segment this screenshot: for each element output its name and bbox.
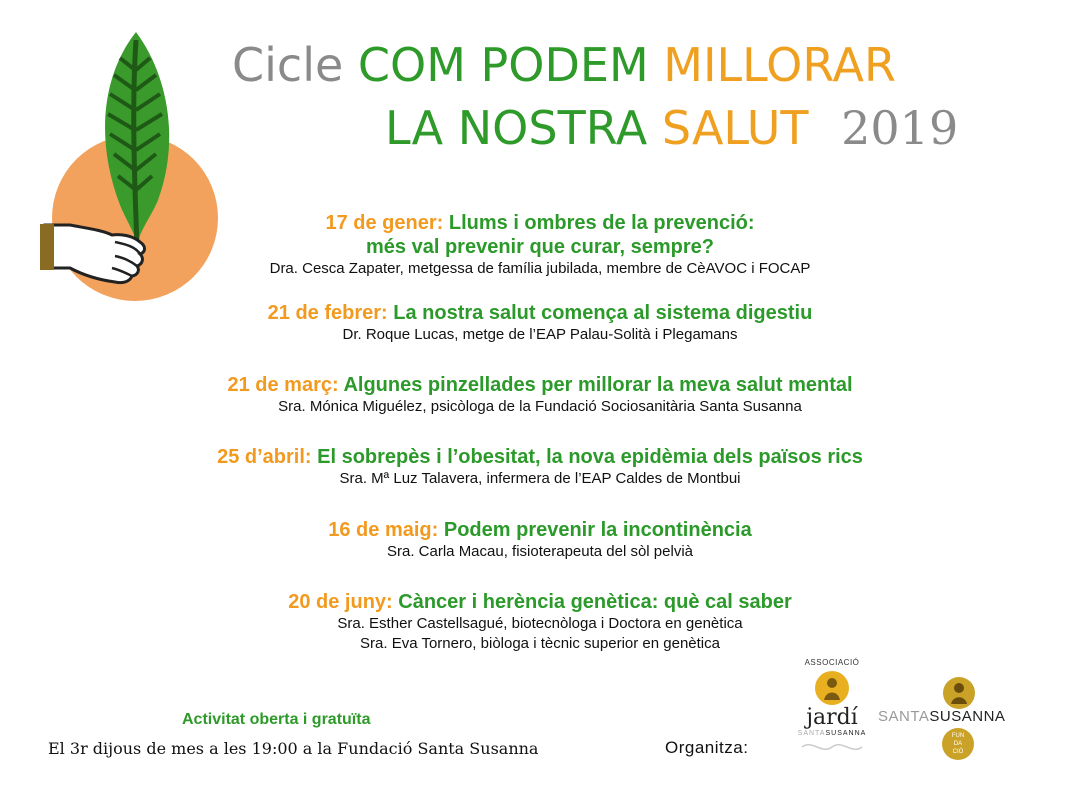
event-speaker: Sra. Mónica Miguélez, psicòloga de la Fundació Sociosanitària Santa Susanna: [278, 398, 802, 415]
event-date: 20 de juny:: [288, 591, 393, 613]
title-millorar: MILLORAR: [663, 38, 896, 92]
saint-medallion-icon: [942, 676, 976, 710]
title-cicle: Cicle: [232, 38, 344, 92]
event-speaker: Sra. Esther Castellsagué, biotecnòloga i Doctora en genètica: [337, 615, 743, 632]
title-year: 2019: [841, 101, 959, 155]
fundacio-badge-icon: [942, 728, 974, 760]
event-2: [140, 301, 940, 345]
fundacio-line: CIÓ: [952, 749, 964, 755]
event-speaker: Sra. Carla Macau, fisioterapeuta del sòl pelvià: [387, 543, 693, 560]
saint-medallion-icon: [814, 670, 850, 706]
event-speaker: Sra. Eva Tornero, biòloga i tècnic superior en genètica: [360, 635, 720, 652]
event-date: 21 de febrer:: [267, 302, 388, 324]
event-date: 16 de maig:: [328, 519, 439, 541]
event-1: [140, 211, 940, 279]
title-salut: SALUT: [661, 101, 809, 155]
open-activity-note: Activitat oberta i gratuïta: [182, 711, 371, 728]
jardi-wordmark: jardí: [806, 705, 858, 730]
event-topic: Llums i ombres de la prevenció:: [448, 212, 755, 234]
event-topic: Algunes pinzellades per millorar la meva salut mental: [343, 374, 853, 396]
organizer-label: Organitza:: [665, 738, 749, 757]
event-6: [140, 590, 940, 654]
event-4: [140, 445, 940, 489]
event-date: 25 d’abril:: [217, 446, 312, 468]
jardi-sub-santa: SANTA: [797, 730, 826, 737]
wordmark-susanna: SUSANNA: [929, 708, 1006, 725]
event-topic: La nostra salut comença al sistema digestiu: [393, 302, 813, 324]
event-3: [140, 373, 940, 417]
event-speaker: Dra. Cesca Zapater, metgessa de família jubilada, membre de CèAVOC i FOCAP: [269, 260, 811, 277]
ornament-icon: [797, 739, 867, 755]
event-speaker: Sra. Mª Luz Talavera, infermera de l’EAP Caldes de Montbui: [339, 470, 741, 487]
wordmark-santa: SANTA: [878, 708, 930, 725]
santa-susanna-wordmark: [878, 708, 1005, 725]
fundacio-line: DA: [953, 741, 963, 747]
event-topic: Càncer i herència genètica: què cal saber: [398, 591, 792, 613]
event-topic: El sobrepès i l’obesitat, la nova epidèmia dels països rics: [317, 446, 863, 468]
event-date: 17 de gener:: [325, 212, 444, 234]
event-date: 21 de març:: [227, 374, 339, 396]
fundacio-line: FUN: [951, 733, 965, 739]
jardi-sub-susanna: SUSANNA: [825, 730, 867, 737]
associacio-jardi-logo: [790, 658, 874, 773]
title-com-podem: COM PODEM: [357, 38, 649, 92]
event-topic-cont: més val prevenir que curar, sempre?: [366, 236, 714, 258]
title-line-1: [232, 38, 896, 92]
event-topic: Podem prevenir la incontinència: [443, 519, 752, 541]
schedule-note: El 3r dijous de mes a les 19:00 a la Fundació Santa Susanna: [48, 739, 539, 758]
associacio-label: ASSOCIACIÓ: [804, 658, 860, 667]
event-5: [140, 518, 940, 562]
event-speaker: Dr. Roque Lucas, metge de l’EAP Palau-Solità i Plegamans: [342, 326, 738, 343]
title-la-nostra: LA NOSTRA: [385, 101, 648, 155]
title-line-2: [385, 101, 959, 155]
